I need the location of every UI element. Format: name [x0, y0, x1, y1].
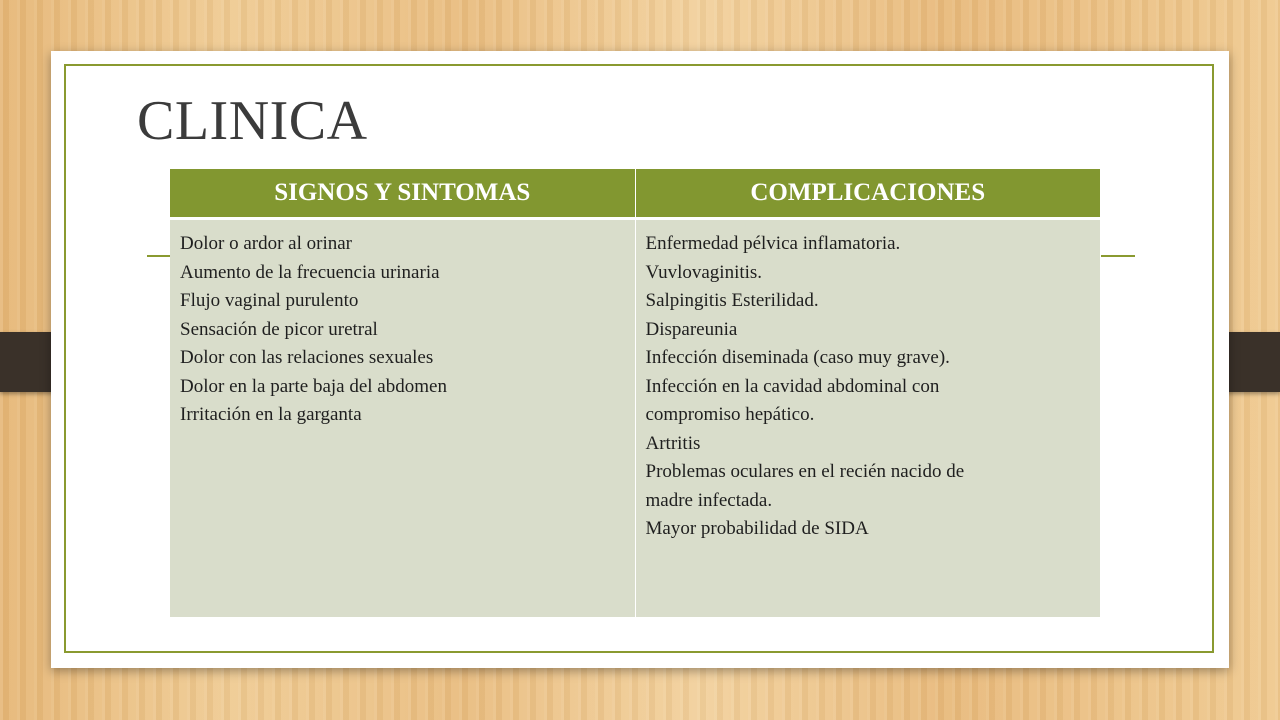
list-item: Dolor con las relaciones sexuales	[180, 347, 434, 368]
table-header-row	[170, 169, 1100, 220]
list-item: Enfermedad pélvica inflamatoria.	[645, 233, 901, 254]
list-item: Artritis	[645, 432, 701, 454]
cell-complicaciones	[635, 220, 1101, 617]
table-body-row	[170, 220, 1100, 617]
list-item: Aumento de la frecuencia urinaria	[180, 261, 440, 283]
slide-paper	[51, 51, 1229, 668]
list-item: madre infectada.	[645, 489, 773, 511]
list-item: Vuvlovaginitis.	[645, 261, 763, 283]
header-signos-y-sintomas: SIGNOS Y SINTOMAS	[274, 179, 531, 206]
list-item: Flujo vaginal purulento	[180, 290, 359, 311]
accent-line-right	[1101, 255, 1135, 257]
list-item: Irritación en la garganta	[180, 404, 362, 425]
list-item: Infección en la cavidad abdominal con	[645, 375, 940, 397]
accent-line-left	[147, 255, 171, 257]
header-complicaciones: COMPLICACIONES	[635, 169, 1101, 217]
slide-title: CLINICA	[137, 90, 368, 152]
list-item: compromiso hepático.	[645, 404, 815, 425]
list-item: Dolor o ardor al orinar	[180, 233, 352, 254]
list-item: Salpingitis Esterilidad.	[645, 290, 819, 311]
clinica-table	[170, 169, 1100, 617]
list-item: Sensación de picor uretral	[180, 318, 378, 340]
list-item: Infección diseminada (caso muy grave).	[645, 347, 950, 368]
list-item: Dolor en la parte baja del abdomen	[180, 375, 447, 397]
list-item: Problemas oculares en el recién nacido de	[645, 461, 965, 482]
list-item: Mayor probabilidad de SIDA	[645, 518, 869, 539]
cell-signos-y-sintomas	[170, 220, 635, 617]
list-item: Dispareunia	[645, 318, 738, 340]
